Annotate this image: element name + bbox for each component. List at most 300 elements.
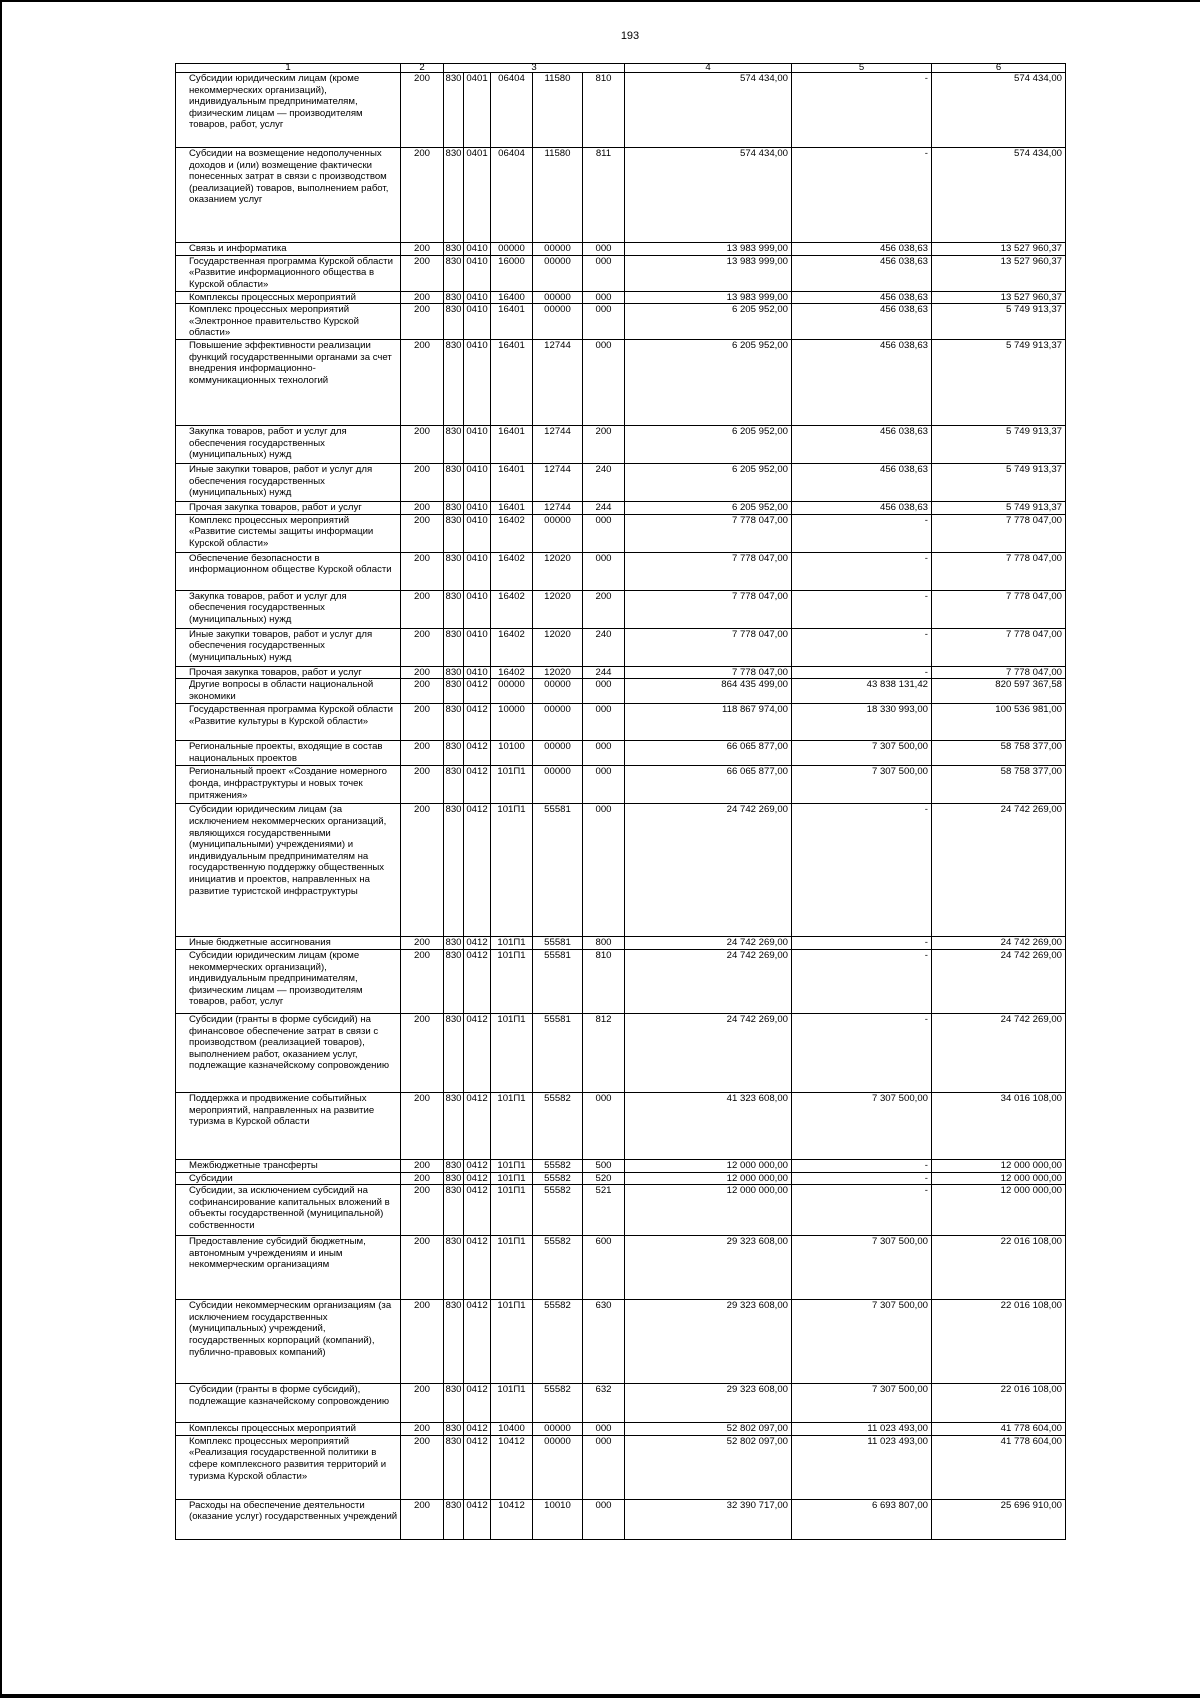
- code-section: 0410: [464, 304, 491, 340]
- code-program: 101П1: [491, 766, 533, 804]
- amount-col6: 41 778 604,00: [932, 1435, 1066, 1499]
- code-direction: 00000: [533, 1435, 583, 1499]
- row-description: Прочая закупка товаров, работ и услуг: [176, 502, 401, 515]
- code-program: 06404: [491, 148, 533, 243]
- code-section: 0412: [464, 741, 491, 766]
- code-col2: 200: [401, 1159, 444, 1172]
- amount-col6: 7 778 047,00: [932, 514, 1066, 552]
- column-header: 6: [932, 64, 1066, 73]
- code-expense-type: 800: [583, 937, 625, 950]
- code-direction: 55582: [533, 1384, 583, 1423]
- code-admin: 830: [444, 304, 464, 340]
- code-admin: 830: [445, 1423, 462, 1435]
- row-description: Повышение эффективности реализации функций государственными органами за счет внедрения информационно-коммуникационных технологий: [176, 340, 401, 426]
- code-expense-type: 000: [583, 304, 625, 340]
- code-expense-type: 000: [583, 679, 625, 704]
- amount-col5: -: [792, 514, 932, 552]
- row-description: Комплекс процессных мероприятий «Реализация государственной политики в сфере комплексного развития территорий и туризма Курской области»: [176, 1435, 401, 1499]
- code-expense-type: 520: [583, 1172, 625, 1185]
- code-section: 0412: [464, 1236, 491, 1300]
- code-col2: 200: [401, 340, 444, 426]
- amount-col5: 456 038,63: [792, 243, 932, 256]
- code-direction: 12020: [533, 552, 583, 590]
- code-section: 0410: [464, 426, 491, 464]
- code-program: 16401: [491, 464, 533, 502]
- amount-col5: -: [792, 628, 932, 666]
- amount-col5: 456 038,63: [792, 304, 932, 340]
- amount-col4: 24 742 269,00: [625, 804, 792, 937]
- amount-col5: -: [792, 552, 932, 590]
- amount-col4: 6 205 952,00: [625, 426, 792, 464]
- code-program: 16402: [491, 552, 533, 590]
- code-expense-type: 000: [583, 1423, 625, 1436]
- code-program: 101П1: [491, 1013, 533, 1092]
- code-section: 0412: [464, 1013, 491, 1092]
- code-program: 101П1: [491, 1092, 533, 1159]
- code-direction: 11580: [533, 73, 583, 148]
- code-direction: 55581: [533, 949, 583, 1013]
- code-admin: 830: [445, 1172, 462, 1184]
- amount-col4: 24 742 269,00: [625, 937, 792, 950]
- amount-col4: 574 434,00: [625, 73, 792, 148]
- table-row: [176, 1423, 1066, 1436]
- code-admin: 830: [444, 426, 464, 464]
- row-description: Субсидии на возмещение недополученных доходов и (или) возмещение фактически понесенных затрат в связи с производством (реализацией) товаров, выполнением работ, оказанием услуг: [176, 148, 401, 243]
- code-section: 0410: [464, 255, 491, 291]
- amount-col4: 12 000 000,00: [625, 1185, 792, 1236]
- amount-col4: 574 434,00: [625, 148, 792, 243]
- row-description: Прочая закупка товаров, работ и услуг: [176, 666, 401, 679]
- code-direction: 12744: [533, 464, 583, 502]
- code-col2: 200: [401, 1499, 444, 1539]
- amount-col4: 864 435 499,00: [625, 679, 792, 704]
- code-col2: 200: [401, 552, 444, 590]
- code-expense-type: 000: [583, 243, 625, 256]
- amount-col4: 7 778 047,00: [625, 628, 792, 666]
- code-col2: 200: [401, 1236, 444, 1300]
- column-header: 3: [444, 64, 625, 73]
- code-admin: 830: [444, 1499, 464, 1539]
- amount-col5: 11 023 493,00: [792, 1435, 932, 1499]
- amount-col6: 5 749 913,37: [932, 426, 1066, 464]
- code-col2: 200: [401, 1092, 444, 1159]
- row-description: Государственная программа Курской области «Развитие информационного общества в Курской области»: [176, 255, 401, 291]
- row-description: Государственная программа Курской области «Развитие культуры в Курской области»: [176, 704, 401, 741]
- code-section: 0412: [464, 1185, 491, 1236]
- code-program: 101П1: [491, 1236, 533, 1300]
- amount-col4: 29 323 608,00: [625, 1384, 792, 1423]
- scan-border-bottom: [0, 1694, 1200, 1698]
- code-expense-type: 810: [583, 949, 625, 1013]
- code-direction: 12744: [533, 502, 583, 515]
- code-program: 16400: [491, 291, 533, 304]
- code-col2: 200: [401, 304, 444, 340]
- row-description: Закупка товаров, работ и услуг для обеспечения государственных (муниципальных) нужд: [176, 426, 401, 464]
- amount-col4: 13 983 999,00: [625, 243, 792, 256]
- amount-col4: 6 205 952,00: [625, 304, 792, 340]
- code-section: 0412: [464, 704, 491, 741]
- amount-col6: 24 742 269,00: [932, 937, 1066, 950]
- code-section: 0410: [464, 628, 491, 666]
- code-direction: 00000: [533, 1423, 583, 1436]
- code-expense-type: 812: [583, 1013, 625, 1092]
- table-row: [176, 340, 1066, 426]
- amount-col4: 6 205 952,00: [625, 464, 792, 502]
- amount-col5: 6 693 807,00: [792, 1499, 932, 1539]
- code-direction: 00000: [533, 766, 583, 804]
- amount-col6: 820 597 367,58: [932, 679, 1066, 704]
- code-direction: 12020: [533, 666, 583, 679]
- row-description: Комплексы процессных мероприятий: [176, 291, 401, 304]
- code-admin: 830: [444, 804, 464, 937]
- code-direction: 55582: [533, 1185, 583, 1236]
- code-program: 101П1: [491, 949, 533, 1013]
- code-direction: 11580: [533, 148, 583, 243]
- table-row: [176, 73, 1066, 148]
- amount-col4: 7 778 047,00: [625, 590, 792, 628]
- code-admin: 830: [444, 766, 464, 804]
- code-expense-type: 000: [583, 741, 625, 766]
- code-admin: 830: [444, 1384, 464, 1423]
- code-direction: 00000: [533, 291, 583, 304]
- code-col2: 200: [401, 1185, 444, 1236]
- amount-col4: 66 065 877,00: [625, 741, 792, 766]
- code-program: 16401: [491, 502, 533, 515]
- amount-col6: 41 778 604,00: [932, 1423, 1066, 1436]
- code-col2: 200: [401, 741, 444, 766]
- code-program: 10400: [491, 1423, 533, 1436]
- table-row: [176, 1013, 1066, 1092]
- row-description: Иные бюджетные ассигнования: [176, 937, 401, 950]
- code-program: 16401: [491, 426, 533, 464]
- code-col2: 200: [401, 1300, 444, 1384]
- table-row: [176, 514, 1066, 552]
- table-row: [176, 666, 1066, 679]
- code-expense-type: 000: [583, 291, 625, 304]
- amount-col5: 7 307 500,00: [792, 1300, 932, 1384]
- amount-col6: 13 527 960,37: [932, 291, 1066, 304]
- amount-col4: 12 000 000,00: [625, 1159, 792, 1172]
- code-section: 0410: [464, 552, 491, 590]
- code-expense-type: 000: [583, 255, 625, 291]
- code-col2: 200: [401, 949, 444, 1013]
- table-row: [176, 804, 1066, 937]
- row-description: Поддержка и продвижение событийных мероприятий, направленных на развитие туризма в Курской области: [176, 1092, 401, 1159]
- table-row: [176, 426, 1066, 464]
- code-direction: 55581: [533, 937, 583, 950]
- row-description: Расходы на обеспечение деятельности (оказание услуг) государственных учреждений: [176, 1499, 401, 1539]
- code-col2: 200: [401, 291, 444, 304]
- code-direction: 55582: [533, 1092, 583, 1159]
- code-program: 16000: [491, 255, 533, 291]
- amount-col5: 456 038,63: [792, 340, 932, 426]
- table-row: [176, 1092, 1066, 1159]
- code-admin: 830: [444, 340, 464, 426]
- row-description: Субсидии, за исключением субсидий на софинансирование капитальных вложений в объекты государственной (муниципальной) собственности: [176, 1185, 401, 1236]
- code-section: 0410: [464, 291, 491, 304]
- column-header: 4: [625, 64, 792, 73]
- header-row: [176, 64, 1066, 73]
- code-section: 0412: [464, 1435, 491, 1499]
- amount-col5: 456 038,63: [792, 426, 932, 464]
- row-description: Комплекс процессных мероприятий «Электронное правительство Курской области»: [176, 304, 401, 340]
- code-direction: 00000: [533, 679, 583, 704]
- code-expense-type: 600: [583, 1236, 625, 1300]
- column-header: 2: [401, 64, 444, 73]
- amount-col4: 29 323 608,00: [625, 1236, 792, 1300]
- amount-col5: 456 038,63: [792, 255, 932, 291]
- budget-table: [175, 63, 1066, 1540]
- code-admin: 830: [445, 502, 462, 514]
- code-col2: 200: [401, 464, 444, 502]
- table-row: [176, 1159, 1066, 1172]
- code-section: 0401: [464, 148, 491, 243]
- amount-col4: 52 802 097,00: [625, 1423, 792, 1436]
- code-col2: 200: [401, 704, 444, 741]
- code-section: 0410: [464, 666, 491, 679]
- table-row: [176, 304, 1066, 340]
- code-admin: 830: [445, 291, 462, 303]
- code-expense-type: 000: [583, 552, 625, 590]
- table-row: [176, 243, 1066, 256]
- code-col2: 200: [401, 937, 444, 950]
- amount-col5: -: [792, 590, 932, 628]
- amount-col5: -: [792, 1013, 932, 1092]
- code-col2: 200: [401, 514, 444, 552]
- row-description: Межбюджетные трансферты: [176, 1159, 401, 1172]
- code-admin: 830: [444, 628, 464, 666]
- code-direction: 00000: [533, 514, 583, 552]
- code-col2: 200: [401, 73, 444, 148]
- row-description: Комплексы процессных мероприятий: [176, 1423, 401, 1436]
- amount-col6: 22 016 108,00: [932, 1236, 1066, 1300]
- code-section: 0412: [464, 1499, 491, 1539]
- amount-col6: 7 778 047,00: [932, 666, 1066, 679]
- amount-col5: -: [792, 148, 932, 243]
- page-number: 193: [620, 30, 640, 42]
- code-admin: 830: [444, 1092, 464, 1159]
- code-expense-type: 000: [583, 1092, 625, 1159]
- amount-col6: 13 527 960,37: [932, 243, 1066, 256]
- code-expense-type: 811: [583, 148, 625, 243]
- amount-col5: -: [792, 1185, 932, 1236]
- code-program: 16401: [491, 304, 533, 340]
- code-program: 16402: [491, 590, 533, 628]
- amount-col4: 7 778 047,00: [625, 514, 792, 552]
- amount-col6: 13 527 960,37: [932, 255, 1066, 291]
- code-section: 0410: [464, 243, 491, 256]
- table-row: [176, 1185, 1066, 1236]
- table-row: [176, 1435, 1066, 1499]
- table-row: [176, 502, 1066, 515]
- code-col2: 200: [401, 766, 444, 804]
- code-admin: 830: [444, 73, 464, 148]
- table-row: [176, 291, 1066, 304]
- code-col2: 200: [401, 426, 444, 464]
- code-direction: 55581: [533, 1013, 583, 1092]
- table-body: [176, 64, 1066, 1540]
- amount-col5: -: [792, 1159, 932, 1172]
- code-program: 16402: [491, 666, 533, 679]
- table-row: [176, 464, 1066, 502]
- code-expense-type: 000: [583, 704, 625, 741]
- code-expense-type: 240: [583, 628, 625, 666]
- code-admin: 830: [444, 1013, 464, 1092]
- code-direction: 55582: [533, 1236, 583, 1300]
- amount-col6: 58 758 377,00: [932, 741, 1066, 766]
- amount-col5: 7 307 500,00: [792, 1236, 932, 1300]
- amount-col5: 7 307 500,00: [792, 1384, 932, 1423]
- code-expense-type: 630: [583, 1300, 625, 1384]
- code-section: 0410: [464, 340, 491, 426]
- code-col2: 200: [401, 666, 444, 679]
- amount-col6: 7 778 047,00: [932, 552, 1066, 590]
- code-admin: 830: [444, 255, 464, 291]
- code-direction: 12020: [533, 628, 583, 666]
- code-admin: 830: [444, 1435, 464, 1499]
- code-section: 0412: [464, 937, 491, 950]
- code-expense-type: 521: [583, 1185, 625, 1236]
- amount-col6: 7 778 047,00: [932, 628, 1066, 666]
- code-direction: 12020: [533, 590, 583, 628]
- code-direction: 00000: [533, 243, 583, 256]
- amount-col6: 5 749 913,37: [932, 502, 1066, 515]
- row-description: Региональные проекты, входящие в состав национальных проектов: [176, 741, 401, 766]
- amount-col6: 100 536 981,00: [932, 704, 1066, 741]
- table-row: [176, 766, 1066, 804]
- amount-col4: 24 742 269,00: [625, 949, 792, 1013]
- amount-col6: 5 749 913,37: [932, 464, 1066, 502]
- table-row: [176, 1236, 1066, 1300]
- code-direction: 00000: [533, 704, 583, 741]
- amount-col4: 12 000 000,00: [625, 1172, 792, 1185]
- amount-col5: 456 038,63: [792, 291, 932, 304]
- amount-col5: -: [792, 73, 932, 148]
- code-program: 10412: [491, 1499, 533, 1539]
- code-program: 10412: [491, 1435, 533, 1499]
- amount-col5: 456 038,63: [792, 464, 932, 502]
- code-admin: 830: [445, 243, 462, 254]
- code-section: 0401: [464, 73, 491, 148]
- code-program: 16402: [491, 628, 533, 666]
- code-program: 00000: [491, 243, 533, 256]
- amount-col5: -: [792, 804, 932, 937]
- code-program: 10000: [491, 704, 533, 741]
- amount-col6: 22 016 108,00: [932, 1300, 1066, 1384]
- code-admin: 830: [444, 552, 464, 590]
- table-row: [176, 1384, 1066, 1423]
- amount-col6: 7 778 047,00: [932, 590, 1066, 628]
- code-expense-type: 000: [583, 1435, 625, 1499]
- code-expense-type: 000: [583, 1499, 625, 1539]
- code-expense-type: 000: [583, 340, 625, 426]
- code-col2: 200: [401, 1435, 444, 1499]
- amount-col5: 11 023 493,00: [792, 1423, 932, 1436]
- amount-col4: 7 778 047,00: [625, 552, 792, 590]
- code-col2: 200: [401, 679, 444, 704]
- code-expense-type: 000: [583, 514, 625, 552]
- code-program: 101П1: [491, 937, 533, 950]
- amount-col6: 22 016 108,00: [932, 1384, 1066, 1423]
- table-row: [176, 704, 1066, 741]
- code-direction: 10010: [533, 1499, 583, 1539]
- code-program: 10100: [491, 741, 533, 766]
- row-description: Субсидии юридическим лицам (кроме некоммерческих организаций), индивидуальным предпринимателям, физическим лицам — производителям товаров, работ, услуг: [176, 73, 401, 148]
- amount-col4: 52 802 097,00: [625, 1435, 792, 1499]
- row-description: Субсидии (гранты в форме субсидий) на финансовое обеспечение затрат в связи с производством (реализацией товаров), выполнением работ, оказанием услуг, подлежащие казначейскому сопровождению: [176, 1013, 401, 1092]
- amount-col6: 24 742 269,00: [932, 949, 1066, 1013]
- code-section: 0412: [464, 1159, 491, 1172]
- code-section: 0412: [464, 1384, 491, 1423]
- table-row: [176, 1172, 1066, 1185]
- code-direction: 55581: [533, 804, 583, 937]
- code-admin: 830: [445, 666, 462, 678]
- column-header: 5: [792, 64, 932, 73]
- code-direction: 12744: [533, 340, 583, 426]
- table-row: [176, 937, 1066, 950]
- code-section: 0412: [464, 1300, 491, 1384]
- amount-col5: 18 330 993,00: [792, 704, 932, 741]
- table-row: [176, 1300, 1066, 1384]
- table-row: [176, 741, 1066, 766]
- amount-col4: 13 983 999,00: [625, 255, 792, 291]
- code-section: 0410: [464, 590, 491, 628]
- code-section: 0412: [464, 1092, 491, 1159]
- code-col2: 200: [401, 502, 444, 515]
- code-admin: 830: [444, 590, 464, 628]
- amount-col6: 24 742 269,00: [932, 804, 1066, 937]
- amount-col5: 456 038,63: [792, 502, 932, 515]
- code-direction: 55582: [533, 1159, 583, 1172]
- amount-col6: 12 000 000,00: [932, 1185, 1066, 1236]
- amount-col5: -: [792, 937, 932, 950]
- row-description: Субсидии некоммерческим организациям (за исключением государственных (муниципальных) учреждений, государственных корпораций (компаний), публично-правовых компаний): [176, 1300, 401, 1384]
- code-program: 06404: [491, 73, 533, 148]
- amount-col6: 34 016 108,00: [932, 1092, 1066, 1159]
- amount-col5: -: [792, 666, 932, 679]
- amount-col6: 25 696 910,00: [932, 1499, 1066, 1539]
- code-admin: 830: [444, 1185, 464, 1236]
- code-direction: 12744: [533, 426, 583, 464]
- amount-col5: 7 307 500,00: [792, 1092, 932, 1159]
- code-program: 101П1: [491, 1185, 533, 1236]
- code-col2: 200: [401, 1013, 444, 1092]
- code-program: 101П1: [491, 1172, 533, 1185]
- code-expense-type: 000: [583, 766, 625, 804]
- code-admin: 830: [445, 1159, 462, 1171]
- row-description: Субсидии: [176, 1172, 401, 1185]
- row-description: Обеспечение безопасности в информационном обществе Курской области: [176, 552, 401, 590]
- amount-col4: 66 065 877,00: [625, 766, 792, 804]
- scan-border-top: [0, 0, 1200, 2]
- row-description: Другие вопросы в области национальной экономики: [176, 679, 401, 704]
- code-col2: 200: [401, 1384, 444, 1423]
- code-section: 0412: [464, 679, 491, 704]
- code-section: 0412: [464, 1423, 491, 1436]
- amount-col4: 13 983 999,00: [625, 291, 792, 304]
- code-expense-type: 632: [583, 1384, 625, 1423]
- code-admin: 830: [445, 937, 462, 949]
- amount-col5: -: [792, 949, 932, 1013]
- amount-col4: 6 205 952,00: [625, 340, 792, 426]
- code-expense-type: 244: [583, 502, 625, 515]
- code-program: 16401: [491, 340, 533, 426]
- code-expense-type: 810: [583, 73, 625, 148]
- code-direction: 00000: [533, 741, 583, 766]
- code-col2: 200: [401, 148, 444, 243]
- code-expense-type: 500: [583, 1159, 625, 1172]
- code-program: 101П1: [491, 1300, 533, 1384]
